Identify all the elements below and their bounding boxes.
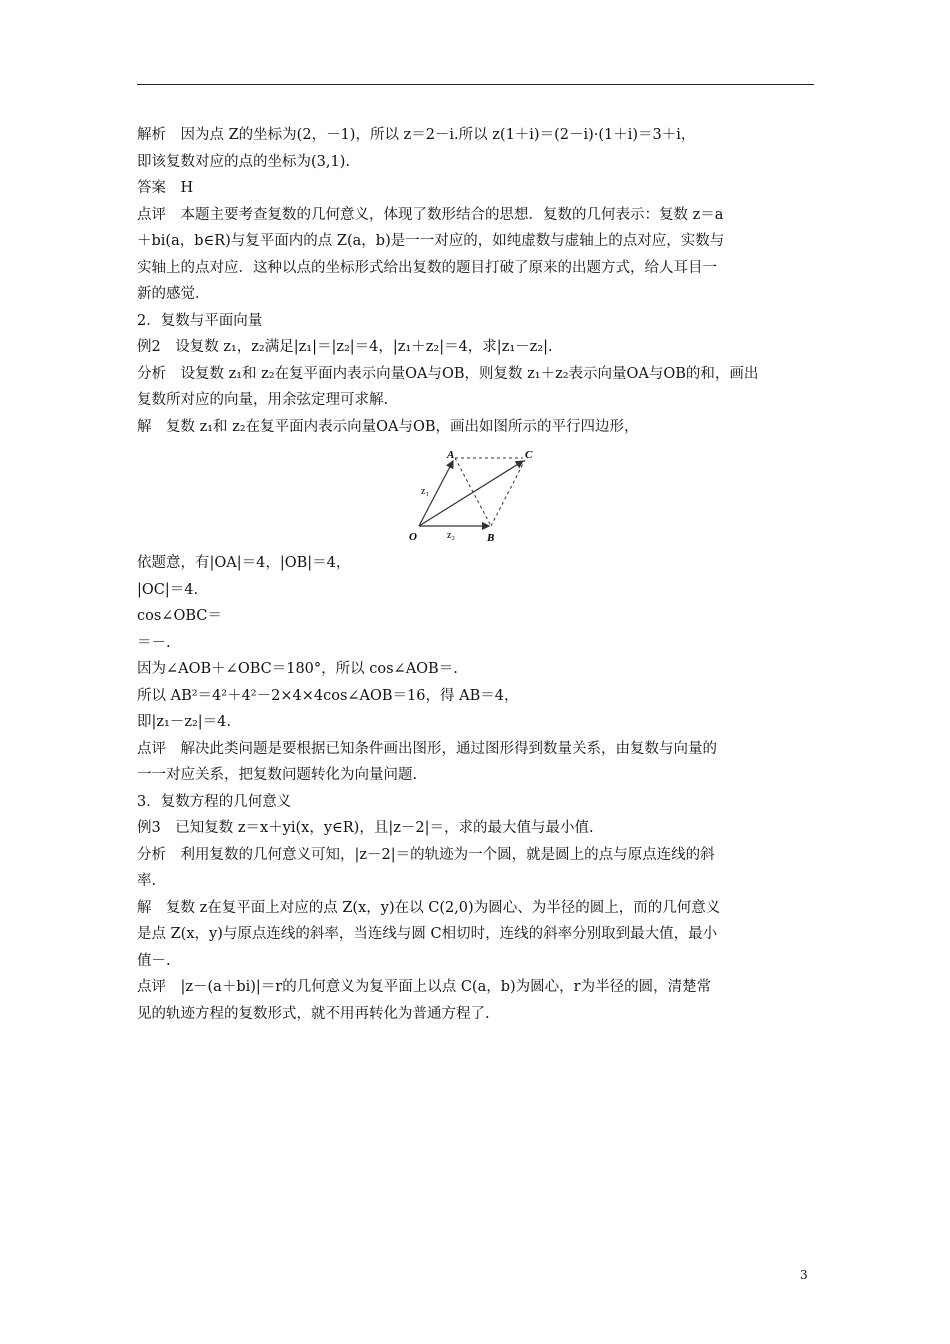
label-c: C [525,449,533,461]
text-line: 答案 H [137,180,194,196]
header-rule [137,84,814,85]
section-heading: 2．复数与平面向量 [137,312,263,329]
section-heading: 3．复数方程的几何意义 [137,793,292,810]
document-body [137,122,814,1027]
text-line: 新的感觉． [137,286,210,302]
label-o: O [409,531,417,543]
text-line: 所以 AB²＝4²＋4²－2×4×4cos∠AOB＝16，得 AB＝4， [137,687,519,704]
text-line: ＋bi(a，b∈R)与复平面内的点 Z(a，b)是一一对应的，如纯虚数与虚轴上的点对应，实数与 [137,233,725,249]
page-number: 3 [800,1268,808,1282]
text-line: cos∠OBC＝ [137,608,222,624]
text-line: ＝－. [137,634,171,651]
dashed-ab [455,458,491,526]
text-line: 是点 Z(x，y)与原点连线的斜率，当连线与圆 C相切时，连线的斜率分别取到最大值，最小 [137,926,718,942]
label-b: B [487,532,495,544]
text-line: 解 复数 z₁和 z₂在复平面内表示向量OA与OB，画出如图所示的平行四边形， [137,418,639,435]
text-line: 例2 设复数 z₁，z₂满足|z₁|＝|z₂|＝4，|z₁＋z₂|＝4，求|z₁－z₂|. [137,339,553,355]
text-line: 分析 设复数 z₁和 z₂在复平面内表示向量OA与OB，则复数 z₁＋z₂表示向量OA与OB的和，画出 [137,365,759,382]
text-line: 率. [137,873,157,889]
text-line: 即该复数对应的点的坐标为(3,1). [137,153,350,170]
label-a: A [447,449,455,461]
text-line: 即|z₁－z₂|＝4. [137,714,232,730]
text-line: 一一对应关系，把复数问题转化为向量问题. [137,767,418,783]
label-z1: z₁ [421,486,429,497]
parallelogram-diagram [407,448,547,544]
text-line: 解析 因为点 Z的坐标为(2，－1)，所以 z＝2－i.所以 z(1＋i)＝(2－i)·(1＋i)＝3＋i， [137,127,696,143]
text-line: 点评 本题主要考查复数的几何意义，体现了数形结合的思想．复数的几何表示：复数 z＝a [137,206,724,223]
text-line: 实轴上的点对应．这种以点的坐标形式给出复数的题目打破了原来的出题方式，给人耳目一 [137,259,717,276]
text-line: 因为∠AOB＋∠OBC＝180°，所以 cos∠AOB＝. [137,661,458,677]
text-line: 点评 解决此类问题是要根据已知条件画出图形，通过图形得到数量关系，由复数与向量的 [137,740,717,757]
text-line: 点评 |z－(a＋bi)|＝r的几何意义为复平面上以点 C(a，b)为圆心，r为半径的圆，清楚常 [137,979,712,995]
parallelogram-figure [137,448,814,544]
text-line: 依题意，有|OA|＝4，|OB|＝4， [137,555,351,571]
label-z2: z₂ [447,530,455,541]
text-line: 值－. [137,952,171,969]
text-line: 分析 利用复数的几何意义可知，|z－2|＝的轨迹为一个圆，就是圆上的点与原点连线的斜 [137,846,715,863]
text-line: 见的轨迹方程的复数形式，就不用再转化为普通方程了. [137,1005,490,1022]
text-line: |OC|＝4. [137,581,199,598]
text-line: 解 复数 z在复平面上对应的点 Z(x，y)在以 C(2,0)为圆心、为半径的圆上，而的几何意义 [137,899,721,916]
text-line: 复数所对应的向量，用余弦定理可求解. [137,392,389,408]
text-line: 例3 已知复数 z＝x＋yi(x，y∈R)，且|z－2|＝，求的最大值与最小值. [137,820,594,836]
